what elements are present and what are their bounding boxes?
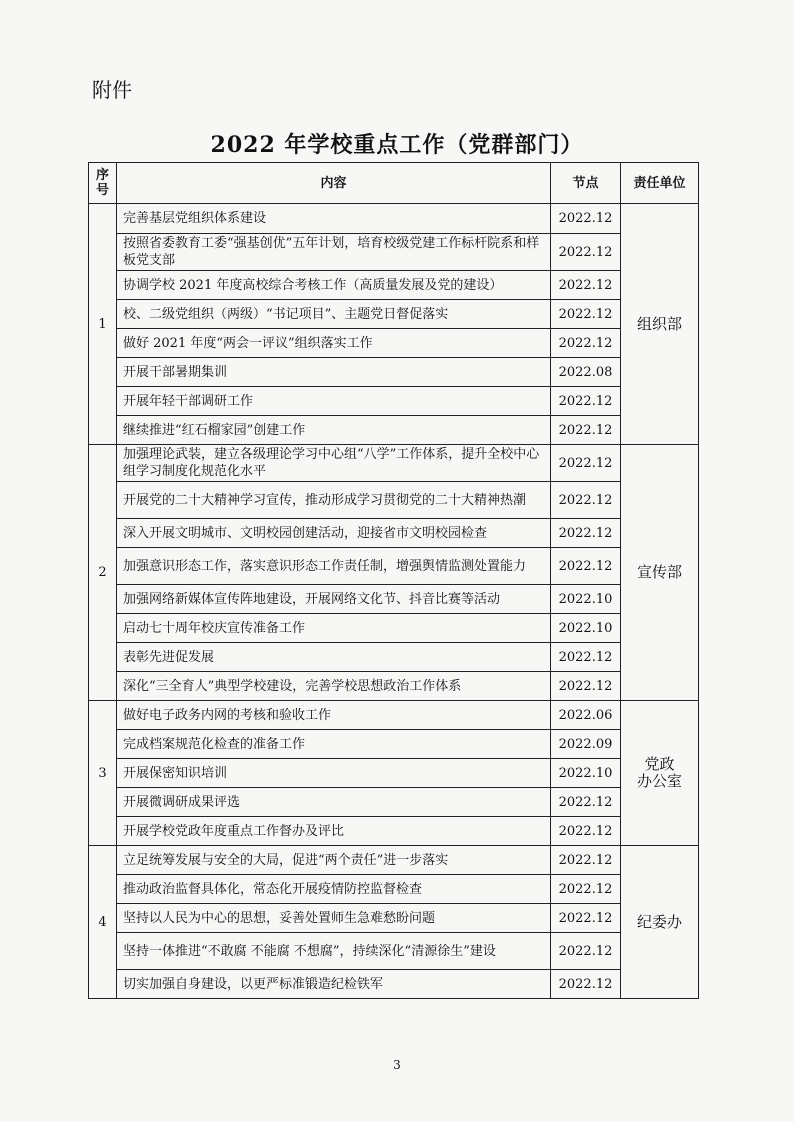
table-row xyxy=(89,416,699,445)
row-content: 表彰先进促发展 xyxy=(117,643,551,672)
row-node: 2022.12 xyxy=(551,817,621,846)
row-content: 深入开展文明城市、文明校园创建活动，迎接省市文明校园检查 xyxy=(117,519,551,548)
table-row xyxy=(89,387,699,416)
row-content: 立足统筹发展与安全的大局，促进“两个责任”进一步落实 xyxy=(117,846,551,875)
header-node: 节点 xyxy=(551,163,621,204)
row-content: 开展保密知识培训 xyxy=(117,759,551,788)
row-node: 2022.06 xyxy=(551,701,621,730)
row-node: 2022.12 xyxy=(551,387,621,416)
row-content: 开展微调研成果评选 xyxy=(117,788,551,817)
row-content: 坚持以人民为中心的思想，妥善处置师生急难愁盼问题 xyxy=(117,904,551,933)
row-content: 按照省委教育工委“强基创优”五年计划，培育校级党建工作标杆院系和样板党支部 xyxy=(117,234,551,271)
table-row xyxy=(89,759,699,788)
table-row xyxy=(89,300,699,329)
table-row xyxy=(89,933,699,970)
group-unit xyxy=(621,701,699,846)
table-row xyxy=(89,271,699,300)
document-title: 2022 年学校重点工作（党群部门） xyxy=(210,132,584,158)
row-node: 2022.12 xyxy=(551,300,621,329)
row-node: 2022.12 xyxy=(551,788,621,817)
group-seq: 4 xyxy=(89,846,117,999)
table-row xyxy=(89,672,699,701)
page-number: 3 xyxy=(393,1058,401,1072)
row-content: 开展年轻干部调研工作 xyxy=(117,387,551,416)
row-node: 2022.12 xyxy=(551,204,621,234)
row-node: 2022.12 xyxy=(551,846,621,875)
row-node: 2022.12 xyxy=(551,875,621,904)
row-node: 2022.12 xyxy=(551,904,621,933)
group-seq: 3 xyxy=(89,701,117,846)
table-row xyxy=(89,358,699,387)
row-node: 2022.12 xyxy=(551,933,621,970)
row-content: 做好电子政务内网的考核和验收工作 xyxy=(117,701,551,730)
row-content: 启动七十周年校庆宣传准备工作 xyxy=(117,614,551,643)
row-node: 2022.12 xyxy=(551,234,621,271)
row-content: 开展干部暑期集训 xyxy=(117,358,551,387)
table-row xyxy=(89,730,699,759)
row-content: 开展党的二十大精神学习宣传，推动形成学习贯彻党的二十大精神热潮 xyxy=(117,482,551,519)
row-node: 2022.12 xyxy=(551,519,621,548)
header-unit: 责任单位 xyxy=(621,163,699,204)
table-row xyxy=(89,585,699,614)
row-node: 2022.12 xyxy=(551,482,621,519)
table-row xyxy=(89,904,699,933)
row-content: 完成档案规范化检查的准备工作 xyxy=(117,730,551,759)
group-unit-line: 办公室 xyxy=(636,772,682,790)
row-node: 2022.10 xyxy=(551,585,621,614)
row-content: 坚持一体推进“不敢腐 不能腐 不想腐”，持续深化“清源徐生”建设 xyxy=(117,933,551,970)
row-content: 深化“三全育人”典型学校建设，完善学校思想政治工作体系 xyxy=(117,672,551,701)
row-node: 2022.12 xyxy=(551,970,621,999)
table-row xyxy=(89,788,699,817)
row-node: 2022.12 xyxy=(551,271,621,300)
table-row xyxy=(89,482,699,519)
row-content: 继续推进“红石榴家园”创建工作 xyxy=(117,416,551,445)
row-node: 2022.12 xyxy=(551,416,621,445)
row-content: 切实加强自身建设，以更严标准锻造纪检铁军 xyxy=(117,970,551,999)
row-node: 2022.09 xyxy=(551,730,621,759)
header-seq: 序号 xyxy=(89,163,117,204)
header-content: 内容 xyxy=(117,163,551,204)
row-node: 2022.12 xyxy=(551,548,621,585)
table-row xyxy=(89,875,699,904)
table-row xyxy=(89,614,699,643)
attachment-label: 附件 xyxy=(92,78,132,102)
table-row xyxy=(89,204,699,234)
row-content: 加强意识形态工作，落实意识形态工作责任制，增强舆情监测处置能力 xyxy=(117,548,551,585)
row-node: 2022.12 xyxy=(551,643,621,672)
table-row xyxy=(89,519,699,548)
row-node: 2022.12 xyxy=(551,445,621,482)
row-content: 开展学校党政年度重点工作督办及评比 xyxy=(117,817,551,846)
table-row xyxy=(89,701,699,730)
table-row xyxy=(89,817,699,846)
table-row xyxy=(89,643,699,672)
table-header-row xyxy=(89,163,699,204)
row-node: 2022.12 xyxy=(551,329,621,358)
row-content: 协调学校 2021 年度高校综合考核工作（高质量发展及党的建设） xyxy=(117,271,551,300)
group-unit: 宣传部 xyxy=(621,445,699,701)
group-unit: 纪委办 xyxy=(621,846,699,999)
row-content: 加强理论武装，建立各级理论学习中心组“八学”工作体系，提升全校中心组学习制度化规范化水平 xyxy=(117,445,551,482)
row-node: 2022.12 xyxy=(551,672,621,701)
table-row xyxy=(89,329,699,358)
group-unit-line: 党政 xyxy=(644,755,675,773)
group-unit: 组织部 xyxy=(621,204,699,445)
table-row xyxy=(89,846,699,875)
table-row xyxy=(89,234,699,271)
row-node: 2022.08 xyxy=(551,358,621,387)
group-seq: 1 xyxy=(89,204,117,445)
row-node: 2022.10 xyxy=(551,614,621,643)
row-content: 校、二级党组织（两级）“书记项目”、主题党日督促落实 xyxy=(117,300,551,329)
table-row xyxy=(89,548,699,585)
group-seq: 2 xyxy=(89,445,117,701)
row-content: 推动政治监督具体化，常态化开展疫情防控监督检查 xyxy=(117,875,551,904)
work-table xyxy=(88,162,699,999)
row-content: 完善基层党组织体系建设 xyxy=(117,204,551,234)
table-row xyxy=(89,970,699,999)
row-content: 加强网络新媒体宣传阵地建设，开展网络文化节、抖音比赛等活动 xyxy=(117,585,551,614)
row-node: 2022.10 xyxy=(551,759,621,788)
row-content: 做好 2021 年度“两会一评议”组织落实工作 xyxy=(117,329,551,358)
table-row xyxy=(89,445,699,482)
